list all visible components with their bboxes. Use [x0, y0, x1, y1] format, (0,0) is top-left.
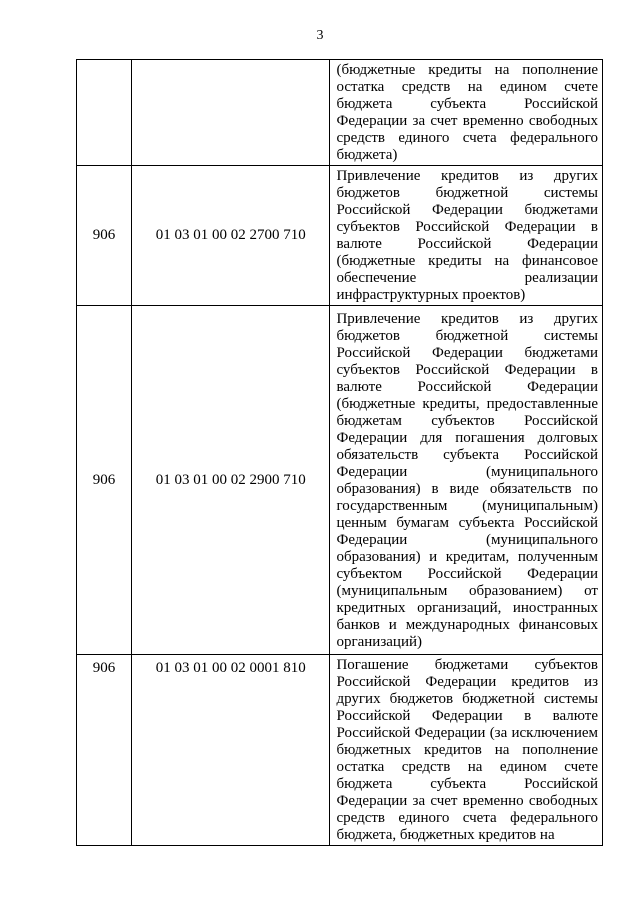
table-row — [77, 60, 603, 166]
admin-code-cell — [77, 655, 132, 846]
budget-code: 01 03 01 00 02 0001 810 — [155, 660, 306, 676]
description-cell — [330, 60, 603, 166]
admin-code-cell — [77, 306, 132, 655]
budget-codes-table — [76, 59, 603, 846]
description-cell — [330, 166, 603, 306]
description-text: Привлечение кредитов из других бюджетов бюджетной системы Российской Федерации бюджетами субъектов Российской Федерации в валюте Российской Федерации (бюджетные кредиты на финансовое обеспечение реализации инфраструктурных проектов) — [336, 168, 598, 303]
budget-code: 01 03 01 00 02 2900 710 — [155, 471, 306, 488]
budget-code-cell — [132, 655, 330, 846]
description-cell — [330, 655, 603, 846]
page-number: 3 — [316, 28, 324, 43]
admin-code: 906 — [92, 660, 116, 676]
admin-code-cell — [77, 166, 132, 306]
table-row — [77, 306, 603, 655]
admin-code: 906 — [92, 227, 116, 243]
admin-code-cell — [77, 60, 132, 166]
table-row — [77, 655, 603, 846]
description-text: Привлечение кредитов из других бюджетов бюджетной системы Российской Федерации бюджетами субъектов Российской Федерации в валюте Российской Федерации (бюджетные кредиты, предоставленные бюджетам субъектов Российской Федерации для погашения долговых обязательств субъекта Российской Федерации (муниципального образования) в виде обязательств по государственным (муниципальным) ценным бумагам субъекта Российской Федерации (муниципального образования) и кредитам, полученным субъектом Российской Федерации (муниципальным образованием) от кредитных организаций, иностранных банков и международных финансовых организаций) — [336, 310, 598, 650]
description-text: Погашение бюджетами субъектов Российской Федерации кредитов из других бюджетов бюджетной системы Российской Федерации в валюте Российской Федерации (за исключением бюджетных кредитов на пополнение остатка средств на едином счете бюджета субъекта Российской Федерации за счет временно свободных средств единого счета федерального бюджета, бюджетных кредитов на — [336, 657, 598, 843]
budget-code: 01 03 01 00 02 2700 710 — [155, 227, 306, 243]
table-row — [77, 166, 603, 306]
budget-code-cell — [132, 306, 330, 655]
description-text: (бюджетные кредиты на пополнение остатка средств на едином счете бюджета субъекта Российской Федерации за счет временно свободных средств единого счета федерального бюджета) — [336, 62, 598, 163]
budget-code-cell — [132, 60, 330, 166]
budget-code-cell — [132, 166, 330, 306]
description-cell — [330, 306, 603, 655]
admin-code: 906 — [92, 471, 116, 488]
